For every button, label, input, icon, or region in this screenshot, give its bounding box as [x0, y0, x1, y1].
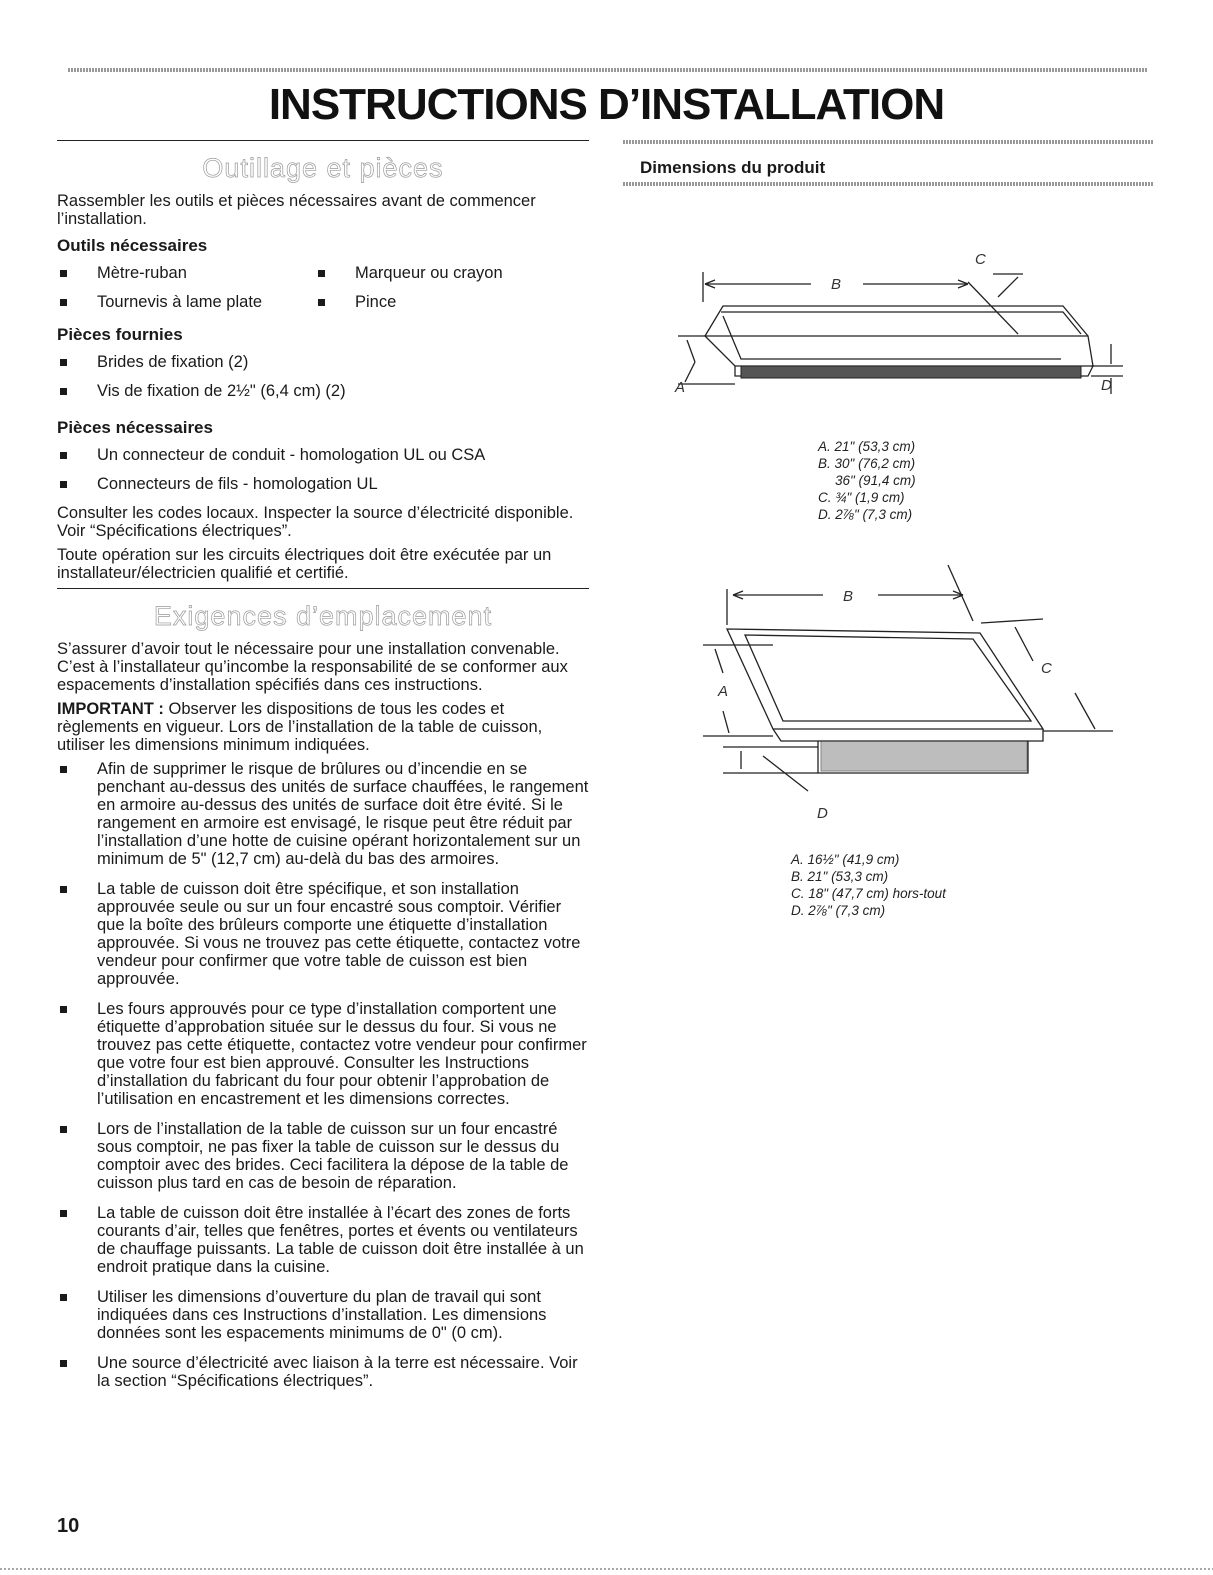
- dimensions-heading: Dimensions du produit: [640, 158, 826, 177]
- important-label: IMPORTANT :: [57, 700, 164, 718]
- cooktop-dimension-diagram-1: [623, 194, 1153, 434]
- required-list: [57, 446, 589, 493]
- list-item: Un connecteur de conduit - homologation UL ou CSA: [57, 446, 589, 464]
- diagram-label-b: B: [831, 276, 842, 293]
- page-title: INSTRUCTIONS D’INSTALLATION: [268, 80, 945, 129]
- section-divider: [57, 588, 589, 589]
- list-item: Utiliser les dimensions d’ouverture du plan de travail qui sont indiquées dans ces Instructions d’installation. Les dimensions données sont les espacements minimums de 0" (0 cm).: [57, 1288, 589, 1342]
- electrician-note: Toute opération sur les circuits électriques doit être exécutée par un installateur/électricien qualifié et certifié.: [57, 546, 552, 582]
- list-item: Lors de l’installation de la table de cuisson sur un four encastré sous comptoir, ne pas fixer la table de cuisson sur le dessus du comptoir avec des brides. Ceci facilitera la dépose de la table de cuisson plus tard en cas de besoin de réparation.: [57, 1120, 589, 1192]
- tools-heading: Outils nécessaires: [57, 236, 208, 255]
- list-item: Mètre-ruban: [57, 264, 315, 282]
- legend-item: C. 18" (47,7 cm) hors-tout: [791, 886, 946, 901]
- diagram-label-b: B: [843, 588, 854, 605]
- codes-note: Consulter les codes locaux. Inspecter la source d’électricité disponible. Voir “Spécifications électriques”.: [57, 504, 574, 540]
- diagram-label-d: D: [817, 805, 828, 822]
- legend-item: A. 21" (53,3 cm): [818, 439, 916, 454]
- legend-item: B. 30" (76,2 cm): [818, 456, 916, 471]
- tools-list: [57, 264, 589, 311]
- list-item: Vis de fixation de 2½" (6,4 cm) (2): [57, 382, 589, 400]
- section-divider: [623, 182, 1153, 186]
- list-item: La table de cuisson doit être spécifique, et son installation approuvée seule ou sur un four encastré sous comptoir. Vérifier que la boîte des brûleurs comporte une étiquette d’installation approuvée. Si vous ne trouvez pas cette étiquette, contactez votre vendeur pour confirmer que votre table de cuisson est bien approuvée.: [57, 880, 589, 988]
- legend-item: C. ¾" (1,9 cm): [818, 490, 905, 505]
- legend-item: B. 21" (53,3 cm): [791, 869, 889, 884]
- location-section-heading: Exigences d’emplacement: [153, 601, 493, 631]
- important-note: [57, 700, 589, 754]
- supplied-heading: Pièces fournies: [57, 325, 183, 344]
- list-item: Afin de supprimer le risque de brûlures ou d’incendie en se penchant au-dessus des unités de surface chauffées, le rangement en armoire au-dessus des unités de surface doit être évité. Si le rangement en armoire est envisagé, le risque peut être réduit par l’installation d’une hotte de cuisine opérant horizontalement sur un minimum de 5" (12,7 cm) au-delà du bas des armoires.: [57, 760, 589, 868]
- diagram-label-c: C: [975, 251, 986, 268]
- list-item: Marqueur ou crayon: [315, 264, 575, 282]
- legend-item: D. 2⅞" (7,3 cm): [818, 507, 913, 522]
- legend-item: D. 2⅞" (7,3 cm): [791, 903, 886, 918]
- list-item: Pince: [315, 293, 575, 311]
- tools-intro: Rassembler les outils et pièces nécessaires avant de commencer l’installation.: [57, 192, 536, 228]
- diagram-label-c: C: [1041, 660, 1052, 677]
- top-rule: [68, 68, 1148, 72]
- section-divider: [57, 140, 589, 141]
- diagram-label-a: A: [675, 379, 686, 396]
- list-item: Brides de fixation (2): [57, 353, 589, 371]
- list-item: Tournevis à lame plate: [57, 293, 315, 311]
- diagram-label-d: D: [1101, 377, 1112, 394]
- right-column: [623, 140, 1153, 919]
- required-heading: Pièces nécessaires: [57, 418, 213, 437]
- legend-item: 36" (91,4 cm): [835, 473, 916, 488]
- list-item: La table de cuisson doit être installée à l’écart des zones de forts courants d’air, telles que fenêtres, portes et évents ou ventilateurs de chauffage puissants. La table de cuisson doit être installée à un endroit pratique dans la cuisine.: [57, 1204, 589, 1276]
- important-text: Observer les dispositions de tous les codes et règlements en vigueur. Lors de l’installation de la table de cuisson, utiliser les dimensions minimum indiquées.: [57, 700, 543, 754]
- legend-item: A. 16½" (41,9 cm): [791, 852, 900, 867]
- supplied-list: [57, 353, 589, 400]
- bottom-rule: [0, 1568, 1213, 1570]
- diagram-1-legend: [818, 438, 1153, 523]
- list-item: Connecteurs de fils - homologation UL: [57, 475, 589, 493]
- page-number: 10: [57, 1515, 80, 1537]
- list-item: Une source d’électricité avec liaison à la terre est nécessaire. Voir la section “Spécifications électriques”.: [57, 1354, 589, 1390]
- diagram-2-legend: [791, 851, 1153, 919]
- location-intro: S’assurer d’avoir tout le nécessaire pour une installation convenable. C’est à l’installateur qu’incombe la responsabilité de se conformer aux espacements d’installation spécifiés dans ces instructions.: [57, 640, 568, 694]
- tools-section-heading: Outillage et pièces: [202, 153, 444, 183]
- left-column: [57, 140, 589, 1402]
- location-requirements-list: [57, 760, 589, 1390]
- cooktop-dimension-diagram-2: [623, 561, 1153, 851]
- diagram-label-a: A: [718, 683, 729, 700]
- list-item: Les fours approuvés pour ce type d’installation comportent une étiquette d’approbation située sur le dessus du four. Si vous ne trouvez pas cette étiquette, contactez votre vendeur pour confirmer que votre four est bien approuvé. Consulter les Instructions d’installation du fabricant du four pour obtenir l’approbation de l’utilisation en encastrement et les dimensions correctes.: [57, 1000, 589, 1108]
